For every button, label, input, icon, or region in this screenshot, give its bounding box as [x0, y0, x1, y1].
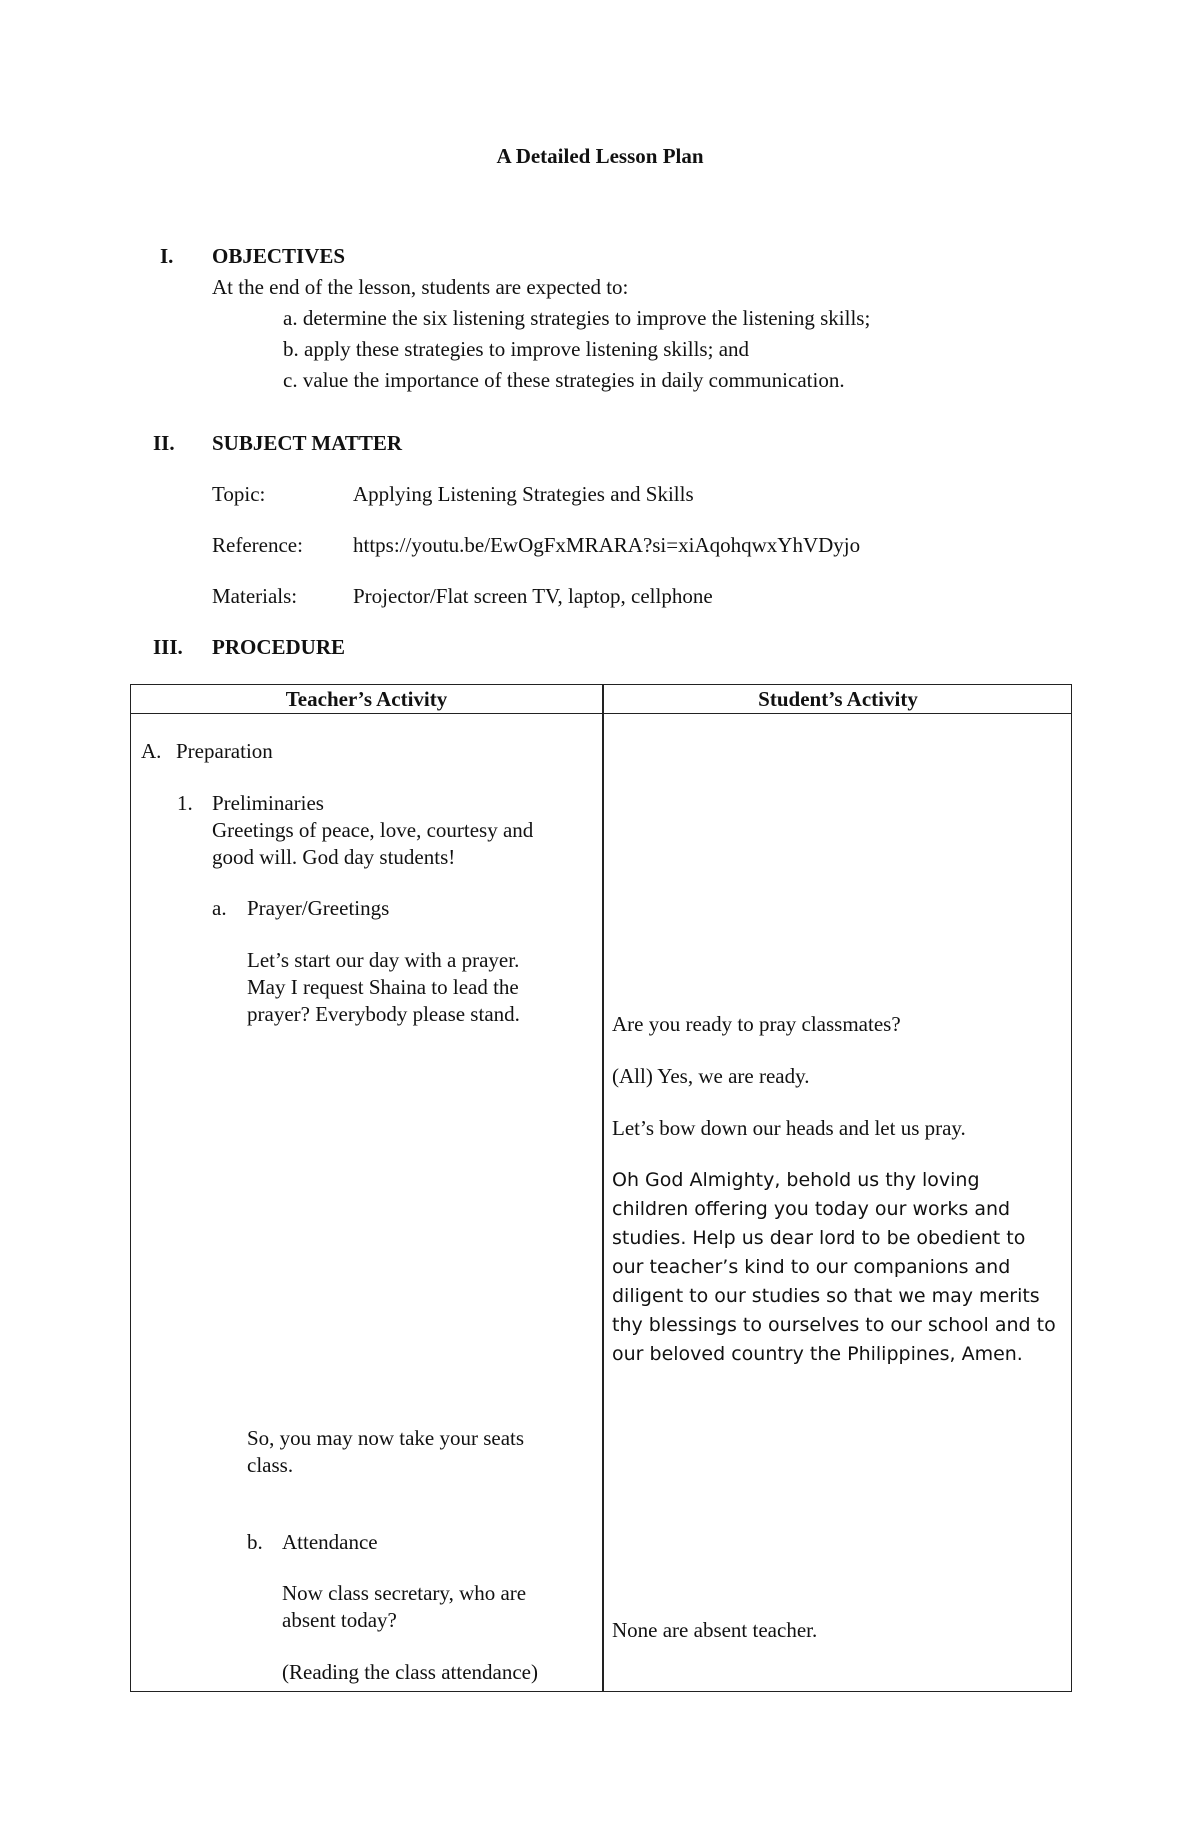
procedure-heading: PROCEDURE: [212, 635, 346, 659]
teacher-prayer-line-2: May I request Shaina to lead the: [247, 975, 519, 999]
document-title: A Detailed Lesson Plan: [496, 144, 704, 168]
section-a-marker: A.: [141, 739, 162, 763]
teacher-prayer-line-1: Let’s start our day with a prayer.: [247, 948, 520, 972]
attendance-line-1: Now class secretary, who are: [282, 1581, 527, 1605]
objectives-intro: At the end of the lesson, students are expected to:: [212, 275, 629, 299]
materials-value: Projector/Flat screen TV, laptop, cellphone: [353, 584, 713, 608]
objective-item-b: b. apply these strategies to improve listening skills; and: [283, 337, 750, 361]
procedure-table: [130, 684, 1072, 1692]
objectives-heading: OBJECTIVES: [212, 244, 346, 268]
table-header-row: [131, 685, 1071, 714]
reference-label: Reference:: [212, 533, 303, 557]
section-a-label: Preparation: [176, 739, 273, 763]
sub-a-label: Prayer/Greetings: [247, 896, 390, 920]
topic-label: Topic:: [212, 482, 266, 506]
reference-link[interactable]: https://youtu.be/EwOgFxMRARA?si=xiAqohqwxYhVDyjo: [353, 533, 861, 557]
student-prayer-line: studies. Help us dear lord to be obedient to: [612, 1227, 1026, 1249]
student-ready-answer: (All) Yes, we are ready.: [612, 1064, 810, 1088]
seats-line-1: So, you may now take your seats: [247, 1426, 525, 1450]
greeting-line-2: good will. God day students!: [212, 845, 456, 869]
seats-line-2: class.: [247, 1453, 294, 1477]
attendance-line-2: absent today?: [282, 1608, 397, 1632]
student-prayer-line: children offering you today our works and: [612, 1198, 1011, 1220]
student-prayer-line: thy blessings to ourselves to our school and to: [612, 1314, 1056, 1336]
greeting-line-1: Greetings of peace, love, courtesy and: [212, 818, 534, 842]
student-prayer-line: our teacher’s kind to our companions and: [612, 1256, 1011, 1278]
header-student-activity: Student’s Activity: [758, 687, 918, 711]
procedure-numeral: III.: [153, 635, 183, 659]
objectives-numeral: I.: [160, 244, 174, 268]
topic-value: Applying Listening Strategies and Skills: [353, 482, 694, 506]
student-prayer-line: our beloved country the Philippines, Amen.: [612, 1343, 1023, 1365]
sub-a-marker: a.: [212, 896, 227, 920]
header-teacher-activity: Teacher’s Activity: [285, 687, 448, 711]
subject-matter-numeral: II.: [153, 431, 175, 455]
objective-item-c: c. value the importance of these strategies in daily communication.: [283, 368, 845, 392]
objective-item-a: a. determine the six listening strategies to improve the listening skills;: [283, 306, 871, 330]
sub-b-label: Attendance: [282, 1530, 378, 1554]
student-absent-answer: None are absent teacher.: [612, 1618, 818, 1642]
column-divider: [602, 685, 604, 1691]
item1-marker: 1.: [177, 791, 193, 815]
student-bow-line: Let’s bow down our heads and let us pray.: [612, 1116, 966, 1140]
student-prayer-block: [612, 1166, 1056, 1369]
materials-label: Materials:: [212, 584, 298, 608]
student-ready-question: Are you ready to pray classmates?: [612, 1012, 901, 1036]
item1-label: Preliminaries: [212, 791, 324, 815]
student-prayer-line: diligent to our studies so that we may merits: [612, 1285, 1040, 1307]
teacher-prayer-line-3: prayer? Everybody please stand.: [247, 1002, 520, 1026]
sub-b-marker: b.: [247, 1530, 263, 1554]
student-prayer-line: Oh God Almighty, behold us thy loving: [612, 1169, 980, 1191]
attendance-line-3: (Reading the class attendance): [282, 1660, 538, 1684]
subject-matter-heading: SUBJECT MATTER: [212, 431, 403, 455]
